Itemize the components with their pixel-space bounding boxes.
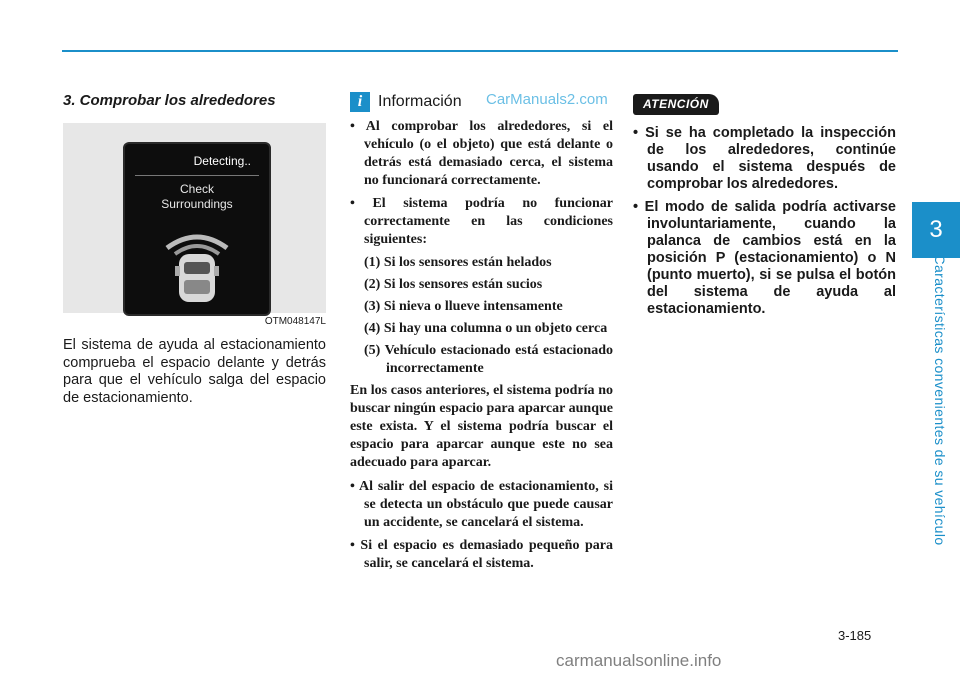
footer-watermark: carmanualsonline.info [556, 651, 722, 670]
page-number: 3-185 [838, 628, 872, 643]
watermark: CarManuals2.com [486, 91, 608, 108]
info-icon: i [350, 92, 370, 112]
info-title: Información [378, 93, 462, 110]
header-rule [62, 50, 898, 52]
body-paragraph: El sistema de ayuda al estacionamiento comprueba el espacio delante y detrás para que el vehículo salga del espacio de estacionamiento. [63, 337, 326, 406]
condition-item-1: (1) Si los sensores están helados [364, 255, 552, 270]
chapter-title: Características convenientes de su vehículo [932, 254, 948, 546]
info-bullet-4: • Si el espacio es demasiado pequeño para salir, se cancelará el sistema. [350, 538, 613, 571]
condition-item-4: (4) Si hay una columna o un objeto cerca [364, 321, 608, 336]
caution-bullet-2: • El modo de salida podría activarse involuntariamente, cuando la palanca de cambios está en la posición P (estacionamiento) o N (punto muerto), si se pulsa el botón del sistema de ayuda al estacionamiento. [633, 199, 896, 317]
column-right [633, 94, 896, 324]
condition-item-2: (2) Si los sensores están sucios [364, 277, 543, 292]
info-header [350, 92, 613, 112]
info-bullet-2: • El sistema podría no funcionar correctamente en las condiciones siguientes: [350, 196, 613, 247]
caution-bullet-1: • Si se ha completado la inspección de los alrededores, continúe usando el sistema después de comprobar los alrededores. [633, 125, 896, 192]
condition-item-3: (3) Si nieva o llueve intensamente [364, 299, 563, 314]
figure-code: OTM048147L [264, 316, 326, 327]
chapter-number: 3 [929, 216, 943, 243]
column-middle [350, 92, 613, 578]
figure [63, 123, 326, 313]
info-bullet-3: • Al salir del espacio de estacionamiento, si se detecta un obstáculo que puede causar un accidente, se cancelará el sistema. [350, 479, 613, 530]
caution-badge: ATENCIÓN [633, 94, 719, 115]
screen-message [125, 182, 269, 212]
column-left [63, 92, 326, 407]
car-sensor-icon [159, 226, 235, 310]
info-bullet-1: • Al comprobar los alrededores, si el vehículo (o el objeto) que está delante o detrás está demasiado cerca, el sistema no funcionará correctamente. [350, 119, 613, 188]
screen-divider [135, 175, 259, 176]
screen-line-1: Check [179, 182, 214, 196]
display-screen [123, 142, 271, 316]
screen-status: Detecting.. [193, 154, 251, 168]
info-paragraph: En los casos anteriores, el sistema podría no buscar ningún espacio para aparcar aunque este exista. Y el sistema podría buscar el espacio para aparcar aunque este no sea adecuado para aparcar. [350, 383, 613, 470]
condition-item-5: (5) Vehículo estacionado está estacionado incorrectamente [364, 343, 613, 376]
section-title: 3. Comprobar los alrededores [63, 92, 276, 109]
screen-line-2: Surroundings [161, 197, 233, 211]
